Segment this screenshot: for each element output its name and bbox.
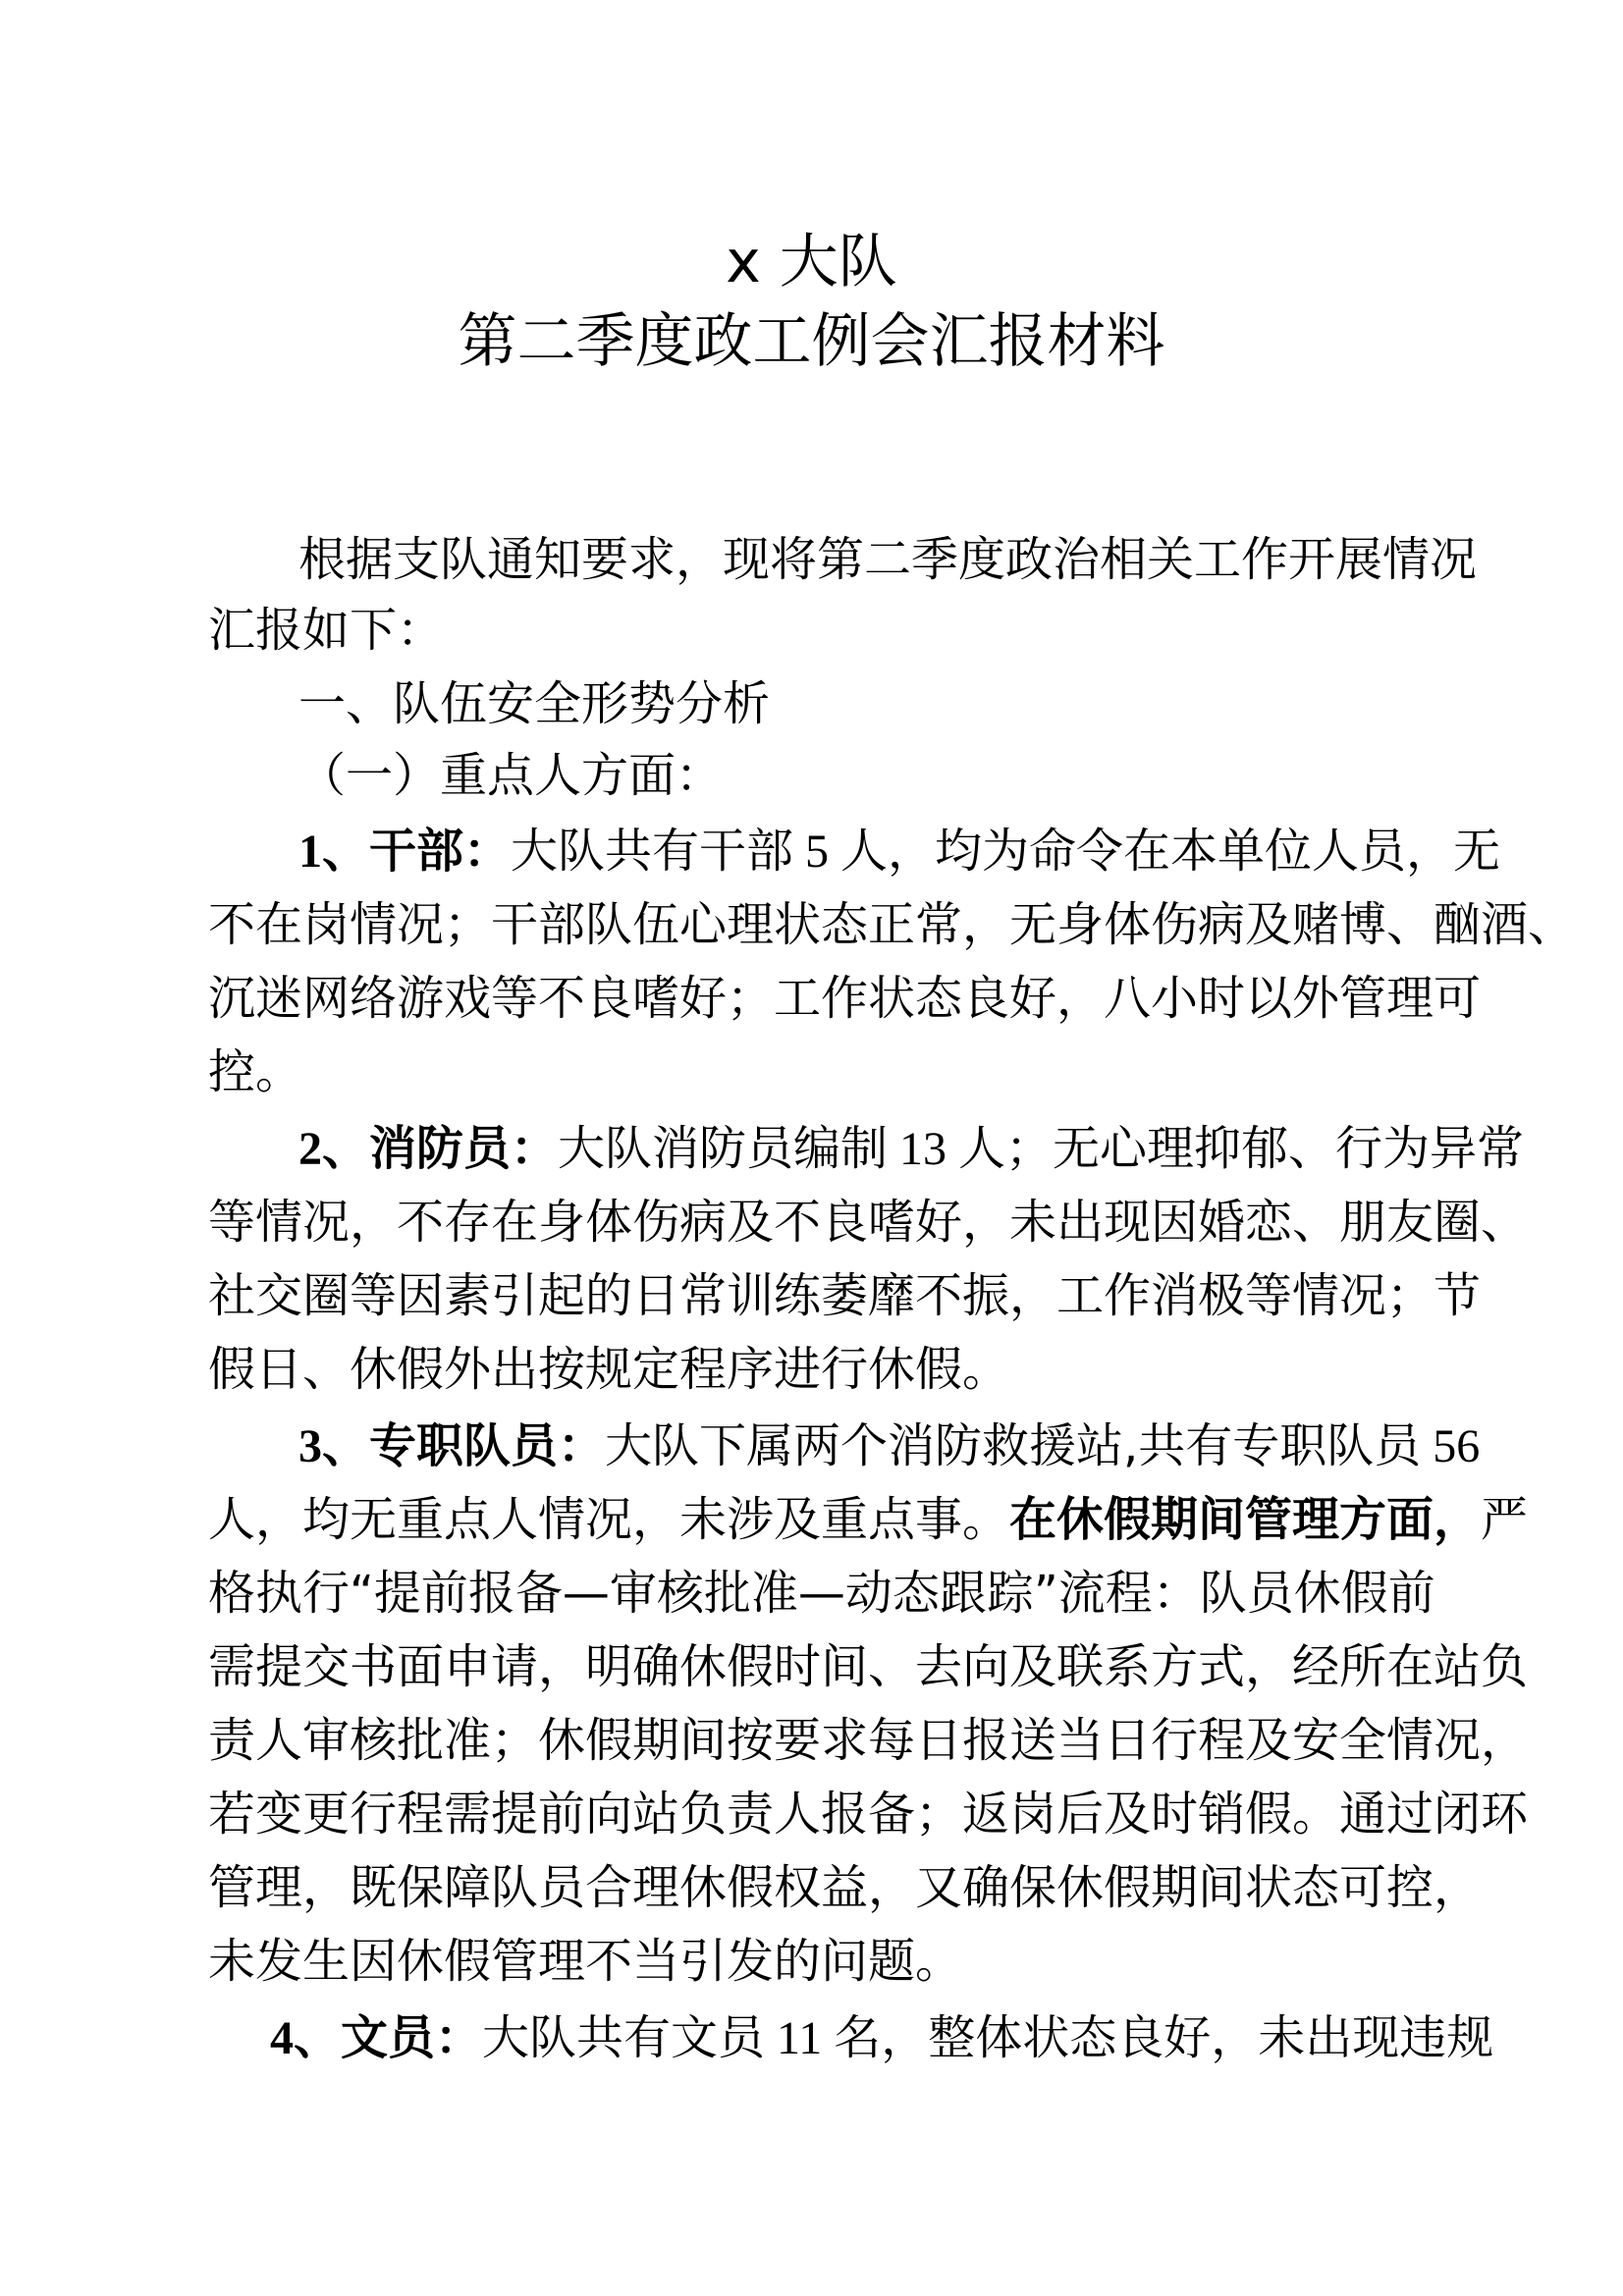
text-line xyxy=(208,594,1424,667)
text-segment: 大队消防员编制 xyxy=(558,1121,889,1176)
text-line xyxy=(208,1259,1482,1333)
text-line xyxy=(208,1704,1529,1778)
text-line xyxy=(208,1483,1529,1557)
text-segment: 11 xyxy=(765,2012,835,2064)
text-segment: 责人审核批准；休假期间按要求每日报送当日行程及安全情况， xyxy=(208,1713,1529,1768)
text-segment: 管理，既保障队员合理休假权益，又确保休假期间状态可控， xyxy=(208,1860,1482,1915)
bold-text: 在休假期间管理方面， xyxy=(1009,1492,1482,1547)
text-segment: 社交圈等因素引起的日常训练萎靡不振，工作消极等情况；节 xyxy=(208,1268,1482,1323)
text-segment: 假日、休假外出按规定程序进行休假。 xyxy=(208,1342,1010,1397)
text-segment: 大队共有文员 xyxy=(482,2010,766,2065)
text-line xyxy=(208,1186,1529,1259)
text-segment: 若变更行程需提前向站负责人报备；返岗后及时销假。通过闭环 xyxy=(208,1787,1529,1842)
text-line xyxy=(270,2002,1494,2075)
text-segment: 根据支队通知要求，现将第二季度政治相关工作开展情况 xyxy=(298,532,1478,587)
bold-text: 干部： xyxy=(369,824,512,879)
bold-text: 2、 xyxy=(298,1123,370,1175)
text-segment: 格执行“提前报备—审核批准—动态跟踪”流程：队员休假前 xyxy=(208,1566,1435,1621)
bold-text: 4、 xyxy=(270,2012,342,2064)
text-line xyxy=(298,1410,1481,1483)
text-segment: 不在岗情况；干部队伍心理状态正常，无身体伤病及赌博、酗酒、 xyxy=(208,897,1576,952)
text-line xyxy=(208,962,1482,1036)
text-segment: 大队下属两个消防救援站,共有专职队员 xyxy=(605,1418,1422,1473)
bold-text: 专职队员： xyxy=(369,1418,606,1473)
text-line xyxy=(298,739,1424,813)
text-line xyxy=(208,1925,1424,1999)
text-segment: 大队共有干部 xyxy=(511,824,794,879)
text-line xyxy=(298,667,1424,741)
text-segment: 人；无心理抑郁、行为异常 xyxy=(958,1121,1525,1176)
text-segment: 未发生因休假管理不当引发的问题。 xyxy=(208,1934,963,1989)
text-segment: 人，均无重点人情况，未涉及重点事。 xyxy=(208,1492,1010,1547)
text-segment: 5 xyxy=(793,826,841,878)
bold-text: 消防员： xyxy=(369,1121,559,1176)
text-segment: 需提交书面申请，明确休假时间、去向及联系方式，经所在站负 xyxy=(208,1639,1529,1694)
text-line xyxy=(208,1778,1529,1851)
text-line xyxy=(208,1557,1435,1630)
text-line xyxy=(298,1112,1525,1186)
text-line xyxy=(298,523,1478,597)
text-segment: 严 xyxy=(1481,1492,1529,1547)
text-segment: 等情况，不存在身体伤病及不良嗜好，未出现因婚恋、朋友圈、 xyxy=(208,1195,1529,1250)
text-segment: 56 xyxy=(1421,1420,1481,1472)
text-line xyxy=(208,1333,1424,1407)
text-segment: （一）重点人方面： xyxy=(298,748,724,803)
text-segment: 沉迷网络游戏等不良嗜好；工作状态良好，八小时以外管理可 xyxy=(208,971,1482,1026)
text-segment: 名，整体状态良好，未出现违规 xyxy=(834,2010,1494,2065)
text-line xyxy=(208,888,1576,962)
document-title-line2: 第二季度政工例会汇报材料 xyxy=(458,307,1165,376)
bold-text: 3、 xyxy=(298,1420,370,1472)
text-line xyxy=(208,1851,1482,1925)
text-segment: 控。 xyxy=(208,1044,303,1099)
text-segment: 人，均为命令在本单位人员，无 xyxy=(840,824,1501,879)
bold-text: 文员： xyxy=(341,2010,483,2065)
text-line xyxy=(208,1036,1424,1109)
document-title-line1: x 大队 xyxy=(726,228,897,296)
text-line xyxy=(208,1630,1529,1704)
bold-text: 1、 xyxy=(298,826,370,878)
text-segment: 汇报如下： xyxy=(208,603,445,658)
text-segment: 13 xyxy=(888,1123,959,1175)
text-line xyxy=(298,815,1501,888)
text-segment: 一、队伍安全形势分析 xyxy=(298,676,771,731)
